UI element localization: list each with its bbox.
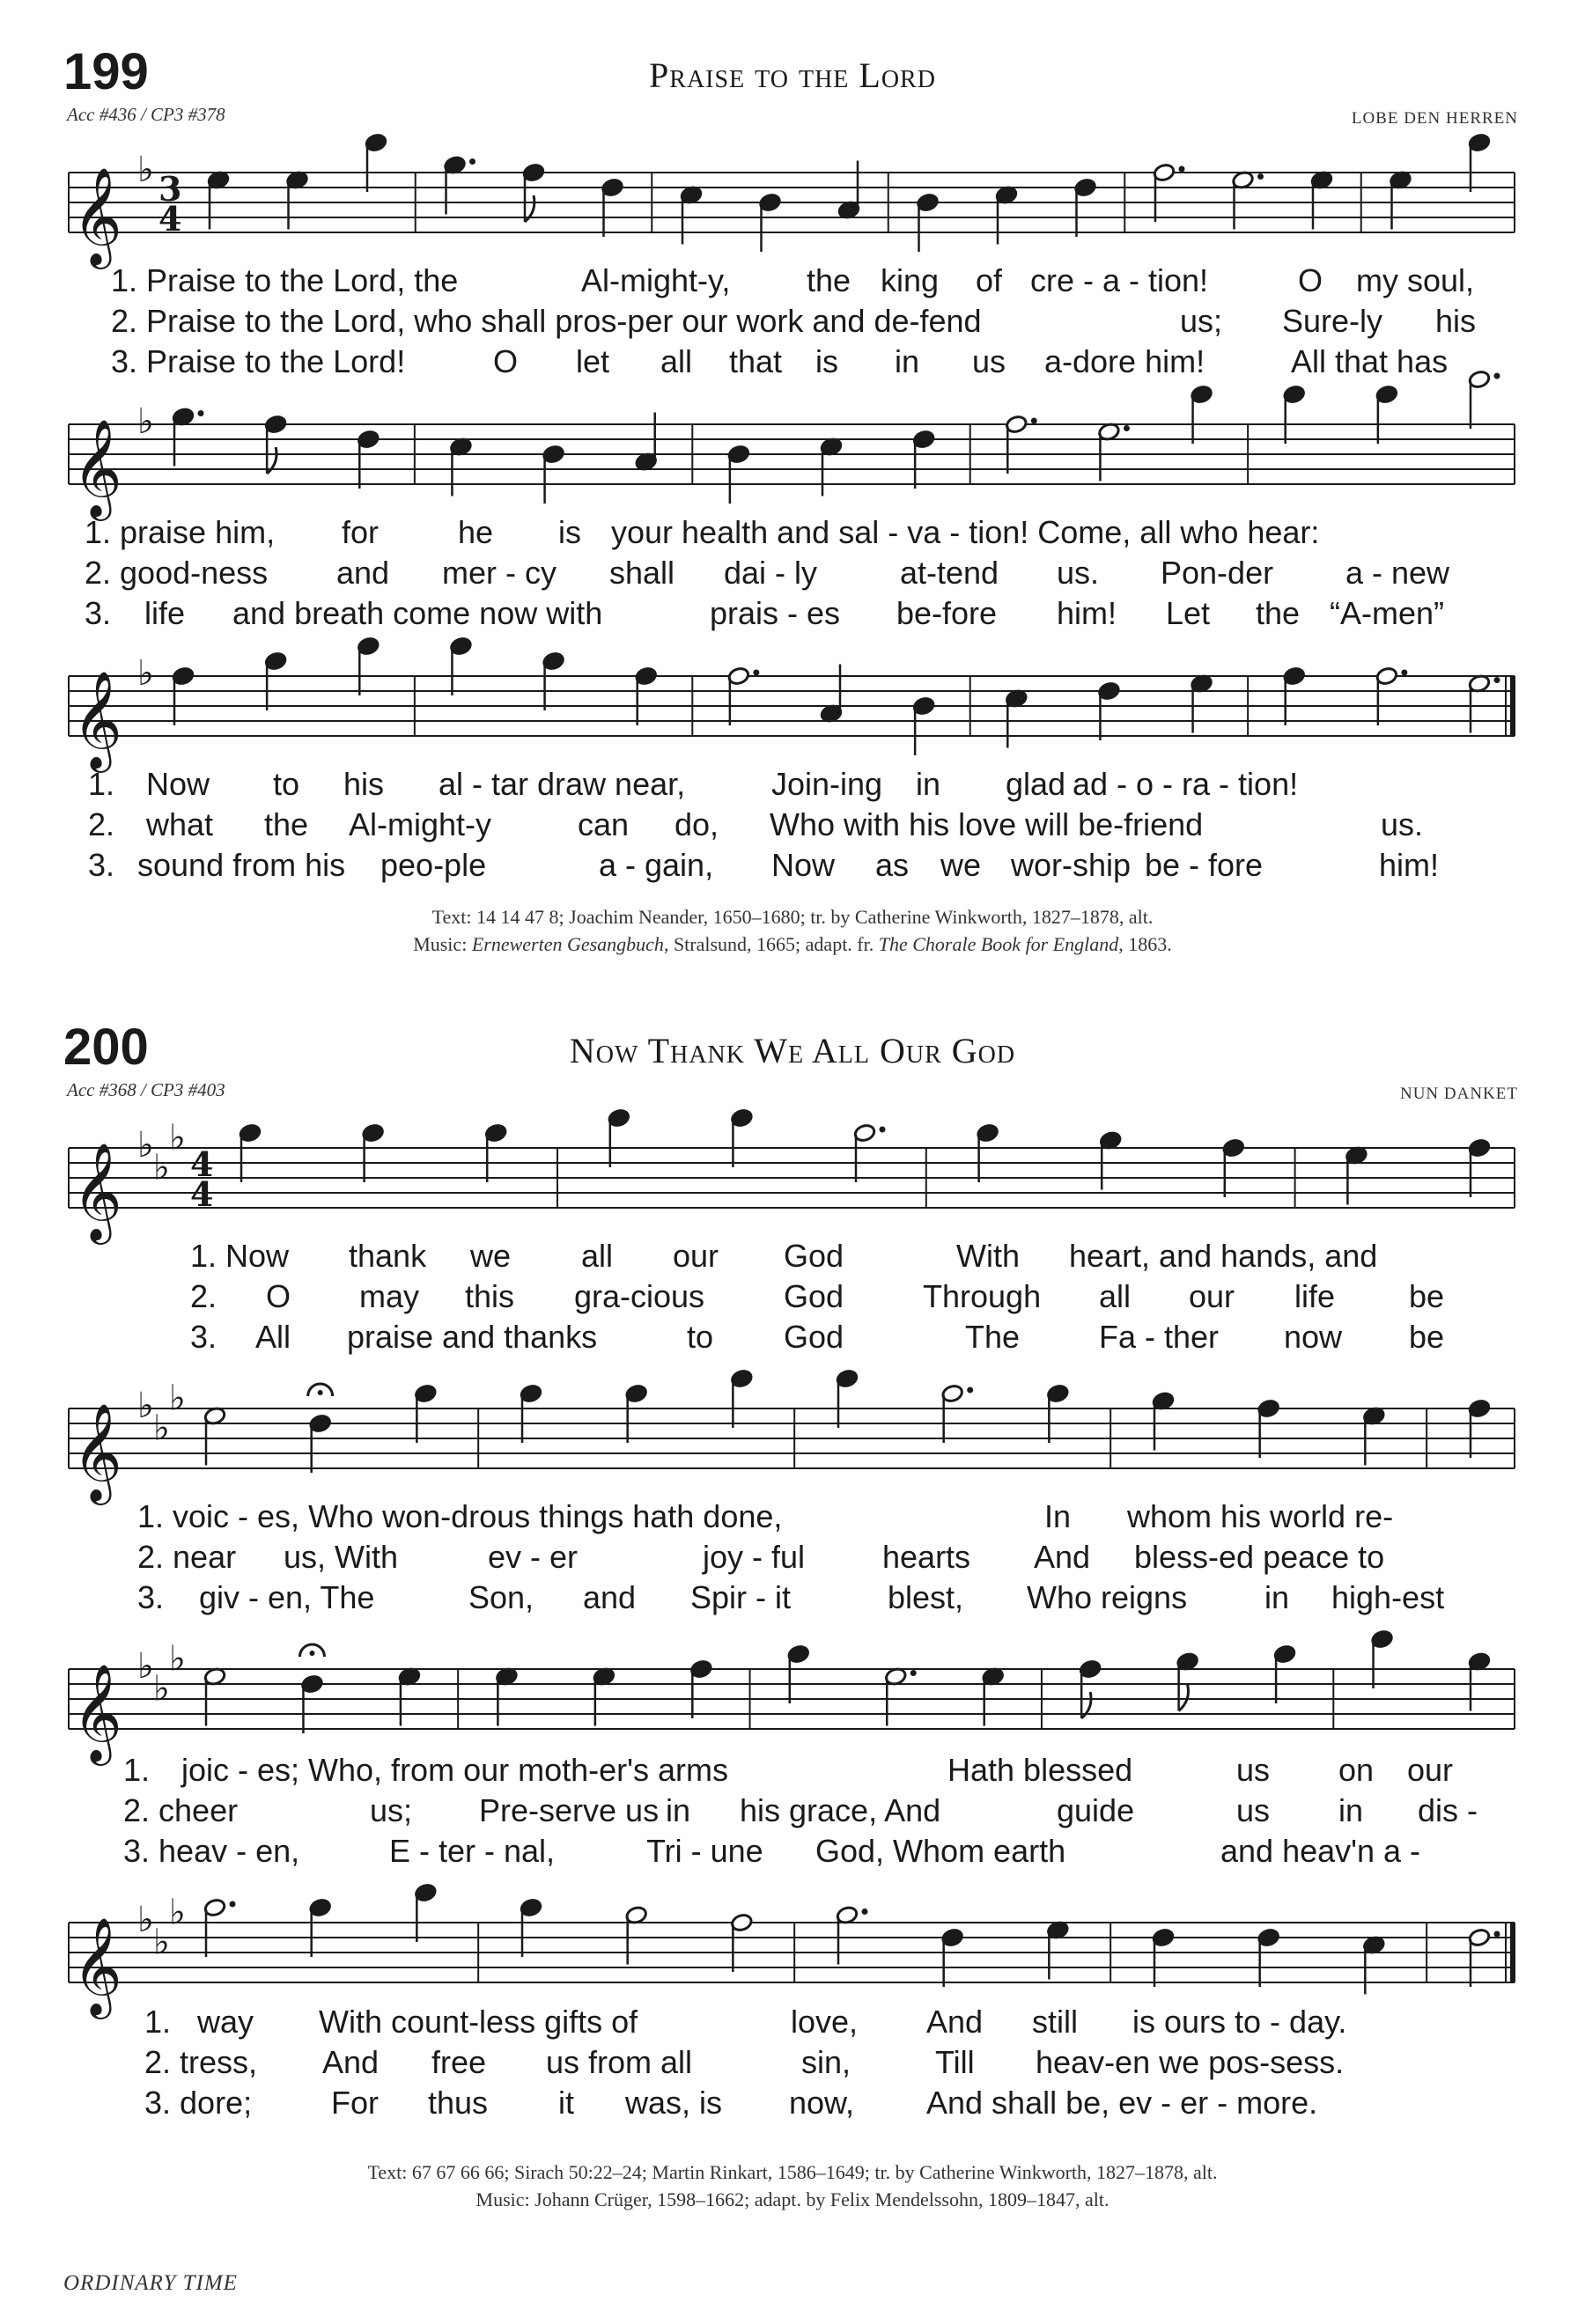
note-dot: [1494, 373, 1500, 379]
lyric-segment: and breath come now with: [232, 595, 603, 631]
lyric-segment: his: [343, 766, 385, 802]
treble-clef-icon: 𝄞: [72, 1402, 122, 1501]
lyric-segment: hearts: [882, 1539, 971, 1575]
lyric-segment: his: [1435, 303, 1477, 339]
lyric-segment: Let: [1166, 595, 1211, 631]
lyric-segment: and: [336, 555, 390, 591]
flat-icon: ♭: [153, 1147, 170, 1188]
lyric-segment: to: [273, 766, 300, 802]
lyric-segment: Hath blessed: [947, 1752, 1133, 1788]
lyric-line: [0, 303, 1585, 340]
lyric-segment: may: [359, 1278, 420, 1314]
note-dot: [469, 158, 476, 165]
music-staff: [0, 1116, 1585, 1239]
lyric-segment: a-dore him!: [1044, 343, 1205, 379]
lyric-segment: is: [815, 343, 838, 379]
lyric-segment: 1. voic - es, Who won-drous things hath done,: [137, 1498, 783, 1534]
lyric-segment: 3. dore;: [144, 2085, 253, 2121]
lyric-line: [0, 1278, 1585, 1315]
flat-icon: ♭: [169, 1117, 186, 1158]
lyric-segment: for: [342, 514, 380, 550]
text-credit: Text: 67 67 66 66; Sirach 50:22–24; Martin Rinkart, 1586–1649; tr. by Catherine Winkworth, 1827–1878, alt.: [367, 2161, 1218, 2183]
lyric-segment: thank: [349, 1238, 427, 1274]
lyric-segment: it: [558, 2085, 574, 2121]
music-staff: [0, 1637, 1585, 1761]
lyric-segment: is ours to - day.: [1132, 2004, 1347, 2040]
music-staff: [0, 1891, 1585, 2014]
lyric-segment: Now: [146, 766, 210, 802]
lyric-segment: all: [660, 343, 693, 379]
music-credit-prefix: Music:: [413, 933, 472, 955]
lyric-line: [0, 1792, 1585, 1829]
lyric-line: [0, 2044, 1585, 2081]
lyric-segment: us.: [1057, 555, 1100, 591]
lyric-segment: Spir - it: [690, 1579, 792, 1615]
lyric-segment: cre - a - tion!: [1030, 262, 1209, 298]
lyric-segment: And: [1034, 1539, 1091, 1575]
fermata-dot: [318, 1390, 323, 1395]
lyric-segment: O: [1298, 262, 1323, 298]
note-dot: [198, 410, 204, 416]
lyric-segment: of: [976, 262, 1003, 298]
lyric-segment: him!: [1379, 847, 1440, 883]
lyric-segment: we: [940, 847, 982, 883]
lyric-segment: 3. heav - en,: [123, 1833, 300, 1869]
lyric-segment: 2.: [88, 806, 115, 842]
lyric-segment: Through: [923, 1278, 1042, 1314]
lyric-segment: in: [895, 343, 920, 379]
lyric-segment: us: [1236, 1792, 1271, 1828]
lyric-segment: 2. Praise to the Lord, who shall pros-per our work and de-fend: [111, 303, 982, 339]
lyric-segment: our: [1407, 1752, 1454, 1788]
lyric-segment: be-fore: [896, 595, 998, 631]
lyric-segment: now,: [789, 2085, 855, 2121]
lyric-segment: our: [1189, 1278, 1235, 1314]
note-dot: [1179, 166, 1185, 173]
flat-icon: ♭: [137, 1900, 154, 1940]
lyric-segment: way: [197, 2004, 254, 2040]
treble-clef-icon: 𝄞: [72, 670, 122, 769]
lyric-segment: gra-cious: [574, 1278, 705, 1314]
lyric-segment: sound from his: [137, 847, 346, 883]
lyric-segment: Al-might-y: [349, 806, 492, 842]
lyric-segment: 3. Praise to the Lord!: [111, 343, 406, 379]
flat-icon: ♭: [137, 653, 154, 694]
note-dot: [753, 670, 759, 676]
flat-icon: ♭: [137, 150, 154, 190]
time-signature-bottom: 4: [190, 1174, 214, 1214]
lyric-line: [0, 2085, 1585, 2122]
music-credit-suffix: , 1863.: [1118, 933, 1172, 955]
note-dot: [1257, 173, 1264, 180]
lyric-segment: whom his world re-: [1127, 1498, 1394, 1534]
flat-icon: ♭: [169, 1638, 186, 1680]
lyric-segment: Who reigns: [1027, 1579, 1188, 1615]
lyric-segment: prais - es: [710, 595, 841, 631]
music-credit: Music: Johann Crüger, 1598–1662; adapt. by Felix Mendelssohn, 1809–1847, alt.: [476, 2188, 1110, 2210]
lyric-segment: the: [264, 806, 309, 842]
note-dot: [880, 1127, 886, 1133]
lyric-segment: 3.: [85, 595, 112, 631]
lyric-segment: With count-less gifts of: [319, 2004, 638, 2040]
lyric-segment: and: [583, 1579, 637, 1615]
note-flag: [1179, 1685, 1189, 1711]
music-credit-book: The Chorale Book for England: [878, 933, 1119, 955]
lyric-segment: he: [458, 514, 494, 550]
lyric-segment: free: [431, 2044, 487, 2080]
note-dot: [1494, 1931, 1500, 1938]
lyric-line: [0, 1319, 1585, 1356]
lyric-segment: us: [1236, 1752, 1271, 1788]
lyric-segment: 1.: [88, 766, 115, 802]
lyric-segment: O: [266, 1278, 291, 1314]
lyric-segment: God, Whom earth: [815, 1833, 1066, 1869]
lyric-line: [0, 1238, 1585, 1275]
lyric-segment: 1.: [144, 2004, 172, 2040]
lyric-segment: us.: [1381, 806, 1424, 842]
flat-icon: ♭: [137, 401, 154, 442]
lyric-segment: us: [972, 343, 1006, 379]
lyric-segment: now: [1284, 1319, 1343, 1355]
lyric-segment: shall: [609, 555, 675, 591]
lyric-segment: on: [1338, 1752, 1375, 1788]
flat-icon: ♭: [169, 1892, 186, 1933]
lyric-segment: Al-might-y,: [581, 262, 731, 298]
lyric-line: [0, 1579, 1585, 1616]
lyric-segment: dis -: [1418, 1792, 1478, 1828]
lyric-segment: For: [331, 2085, 379, 2121]
lyric-line: [0, 514, 1585, 551]
lyric-segment: Join-ing: [771, 766, 883, 802]
lyric-segment: the: [1256, 595, 1301, 631]
lyric-segment: king: [881, 262, 940, 298]
lyric-segment: still: [1032, 2004, 1078, 2040]
lyric-segment: let: [576, 343, 610, 379]
lyric-segment: All: [255, 1319, 291, 1355]
lyric-segment: his grace, And: [740, 1792, 941, 1828]
treble-clef-icon: 𝄞: [72, 166, 122, 265]
lyric-segment: Who with his love will be-friend: [770, 806, 1204, 842]
music-credit-source: Ernewerten Gesangbuch: [471, 933, 664, 955]
lyric-segment: love,: [791, 2004, 859, 2040]
lyric-segment: peo-ple: [380, 847, 487, 883]
treble-clef-icon: 𝄞: [72, 1916, 122, 2015]
lyric-segment: us, With: [284, 1539, 399, 1575]
lyric-segment: my soul,: [1356, 262, 1475, 298]
lyric-segment: Fa - ther: [1099, 1319, 1220, 1355]
lyric-segment: 2.: [190, 1278, 217, 1314]
lyric-segment: all: [581, 1238, 614, 1274]
time-signature-bottom: 4: [158, 199, 182, 239]
note-dot: [967, 1387, 973, 1394]
lyric-segment: Sure-ly: [1282, 303, 1383, 339]
lyric-segment: 3.: [190, 1319, 217, 1355]
lyric-segment: ev - er: [488, 1539, 579, 1575]
lyric-segment: heart, and hands, and: [1069, 1238, 1378, 1274]
lyric-segment: Tri - une: [646, 1833, 763, 1869]
flat-icon: ♭: [153, 1922, 170, 1963]
lyric-line: [0, 555, 1585, 592]
flat-icon: ♭: [169, 1378, 186, 1419]
lyric-segment: high-est: [1331, 1579, 1445, 1615]
lyric-segment: “A-men”: [1330, 595, 1445, 631]
lyric-line: [0, 1833, 1585, 1870]
lyric-segment: what: [146, 806, 214, 842]
flat-icon: ♭: [137, 1646, 154, 1687]
music-staff: [0, 393, 1585, 516]
treble-clef-icon: 𝄞: [72, 1142, 122, 1240]
lyric-segment: do,: [675, 806, 719, 842]
tune-name: LOBE DEN HERREN: [1351, 109, 1518, 128]
flat-icon: ♭: [153, 1408, 170, 1449]
lyric-segment: thus: [428, 2085, 489, 2121]
note-dot: [1494, 677, 1500, 683]
lyric-segment: Pre-serve us: [479, 1792, 660, 1828]
lyric-segment: praise and thanks: [347, 1319, 598, 1355]
lyric-segment: God: [784, 1319, 844, 1355]
lyric-segment: 2. cheer: [123, 1792, 239, 1828]
lyric-line: [0, 2004, 1585, 2041]
lyric-segment: wor-ship: [1011, 847, 1132, 883]
lyric-segment: all: [1099, 1278, 1132, 1314]
lyric-segment: And: [926, 2004, 984, 2040]
lyric-segment: In: [1044, 1498, 1072, 1534]
lyric-segment: The: [965, 1319, 1021, 1355]
lyric-segment: glad: [1006, 766, 1066, 802]
time-signature-top: 3: [158, 169, 182, 209]
lyric-segment: him!: [1057, 595, 1117, 631]
lyric-segment: And: [322, 2044, 380, 2080]
hymn-title: Now Thank We All Our God: [569, 1031, 1016, 1070]
text-credit: Text: 14 14 47 8; Joachim Neander, 1650–1680; tr. by Catherine Winkworth, 1827–1878, alt.: [431, 906, 1154, 928]
lyric-line: [0, 262, 1585, 299]
note-dot: [1401, 670, 1407, 676]
hymn-number: 200: [63, 1019, 149, 1076]
music-staff: [0, 141, 1585, 264]
hymn-title: Praise to the Lord: [649, 55, 936, 95]
music-staff: [0, 1377, 1585, 1500]
lyric-segment: to: [687, 1319, 714, 1355]
flat-icon: ♭: [137, 1386, 154, 1426]
lyric-segment: heav-en we pos-sess.: [1036, 2044, 1345, 2080]
lyric-segment: this: [465, 1278, 515, 1314]
hymn-credits: [0, 2159, 1585, 2213]
lyric-segment: Son,: [468, 1579, 534, 1615]
lyric-segment: is: [558, 514, 581, 550]
lyric-segment: 2. near: [137, 1539, 237, 1575]
lyric-segment: in: [1338, 1792, 1364, 1828]
lyric-segment: 2. good-ness: [85, 555, 269, 591]
note-dot: [230, 1901, 236, 1908]
treble-clef-icon: 𝄞: [72, 418, 122, 517]
lyric-segment: be - fore: [1145, 847, 1264, 883]
lyric-segment: Pon-der: [1161, 555, 1274, 591]
lyric-segment: we: [470, 1238, 512, 1274]
lyric-segment: God: [784, 1278, 844, 1314]
lyric-segment: that: [729, 343, 783, 379]
lyric-segment: was, is: [625, 2085, 723, 2121]
lyric-segment: us from all: [546, 2044, 693, 2080]
lyric-segment: 3.: [88, 847, 115, 883]
accompaniment-reference: Acc #436 / CP3 #378: [67, 104, 225, 125]
lyric-segment: in: [666, 1792, 691, 1828]
lyric-segment: at-tend: [900, 555, 999, 591]
lyric-segment: life: [144, 595, 186, 631]
lyric-segment: the: [807, 262, 851, 298]
lyric-segment: al - tar draw near,: [439, 766, 686, 802]
lyric-segment: a - new: [1345, 555, 1450, 591]
hymn-credits: [0, 903, 1585, 958]
tune-name: NUN DANKET: [1399, 1085, 1518, 1103]
lyric-segment: be: [1409, 1319, 1445, 1355]
lyric-segment: joic - es; Who, from our moth-er's arms: [181, 1752, 728, 1788]
lyric-line: [0, 806, 1585, 843]
lyric-segment: 1.: [123, 1752, 151, 1788]
time-signature-top: 4: [190, 1144, 214, 1184]
lyric-segment: mer - cy: [442, 555, 557, 591]
lyric-segment: dai - ly: [724, 555, 818, 591]
music-staff: [0, 644, 1585, 768]
lyric-segment: life: [1294, 1278, 1336, 1314]
treble-clef-icon: 𝄞: [72, 1663, 122, 1761]
lyric-segment: 1. Praise to the Lord, the: [111, 262, 459, 298]
lyric-segment: Now: [771, 847, 836, 883]
note-dot: [1031, 418, 1037, 424]
lyric-line: [0, 1539, 1585, 1576]
music-credit: [0, 930, 1585, 958]
lyric-line: [0, 1752, 1585, 1789]
lyric-segment: joy - ful: [703, 1539, 806, 1575]
lyric-segment: ad - o - ra - tion!: [1073, 766, 1299, 802]
lyric-segment: With: [956, 1238, 1020, 1274]
hymn-number: 199: [63, 43, 149, 100]
lyric-segment: be: [1409, 1278, 1445, 1314]
flat-icon: ♭: [153, 1668, 170, 1710]
lyric-segment: 3.: [137, 1579, 165, 1615]
lyric-segment: God: [784, 1238, 844, 1274]
lyric-segment: Till: [935, 2044, 975, 2080]
accompaniment-reference: Acc #368 / CP3 #403: [67, 1079, 225, 1100]
lyric-segment: bless-ed peace to: [1134, 1539, 1385, 1575]
lyric-line: [0, 595, 1585, 632]
page-footer: ORDINARY TIME: [63, 2271, 238, 2295]
lyric-segment: 1. Now: [190, 1238, 290, 1274]
lyric-segment: guide: [1057, 1792, 1135, 1828]
note-dot: [1124, 425, 1130, 431]
lyric-segment: giv - en, The: [199, 1579, 375, 1615]
lyric-line: [0, 847, 1585, 884]
lyric-segment: in: [916, 766, 941, 802]
note-dot: [862, 1908, 868, 1915]
lyric-segment: can: [578, 806, 630, 842]
lyric-line: [0, 343, 1585, 380]
lyric-line: [0, 1498, 1585, 1535]
lyric-segment: a - gain,: [599, 847, 714, 883]
note-dot: [910, 1670, 917, 1676]
lyric-segment: sin,: [801, 2044, 851, 2080]
lyric-segment: 1. praise him,: [85, 514, 276, 550]
lyric-segment: and heav'n a -: [1220, 1833, 1421, 1869]
fermata-dot: [309, 1651, 314, 1656]
lyric-segment: in: [1264, 1579, 1290, 1615]
lyric-segment: 2. tress,: [144, 2044, 258, 2080]
lyric-segment: And shall be, ev - er - more.: [926, 2085, 1318, 2121]
lyric-segment: blest,: [888, 1579, 964, 1615]
lyric-line: [0, 766, 1585, 803]
lyric-segment: us;: [370, 1792, 413, 1828]
lyric-segment: E - ter - nal,: [389, 1833, 556, 1869]
lyric-segment: O: [493, 343, 519, 379]
lyric-segment: us;: [1180, 303, 1223, 339]
lyric-segment: our: [673, 1238, 719, 1274]
music-credit-middle: , Stralsund, 1665; adapt. fr.: [663, 933, 879, 955]
lyric-segment: your health and sal - va - tion! Come, all who hear:: [611, 514, 1320, 550]
flat-icon: ♭: [137, 1125, 154, 1166]
lyric-segment: All that has: [1291, 343, 1449, 379]
lyric-segment: as: [875, 847, 910, 883]
